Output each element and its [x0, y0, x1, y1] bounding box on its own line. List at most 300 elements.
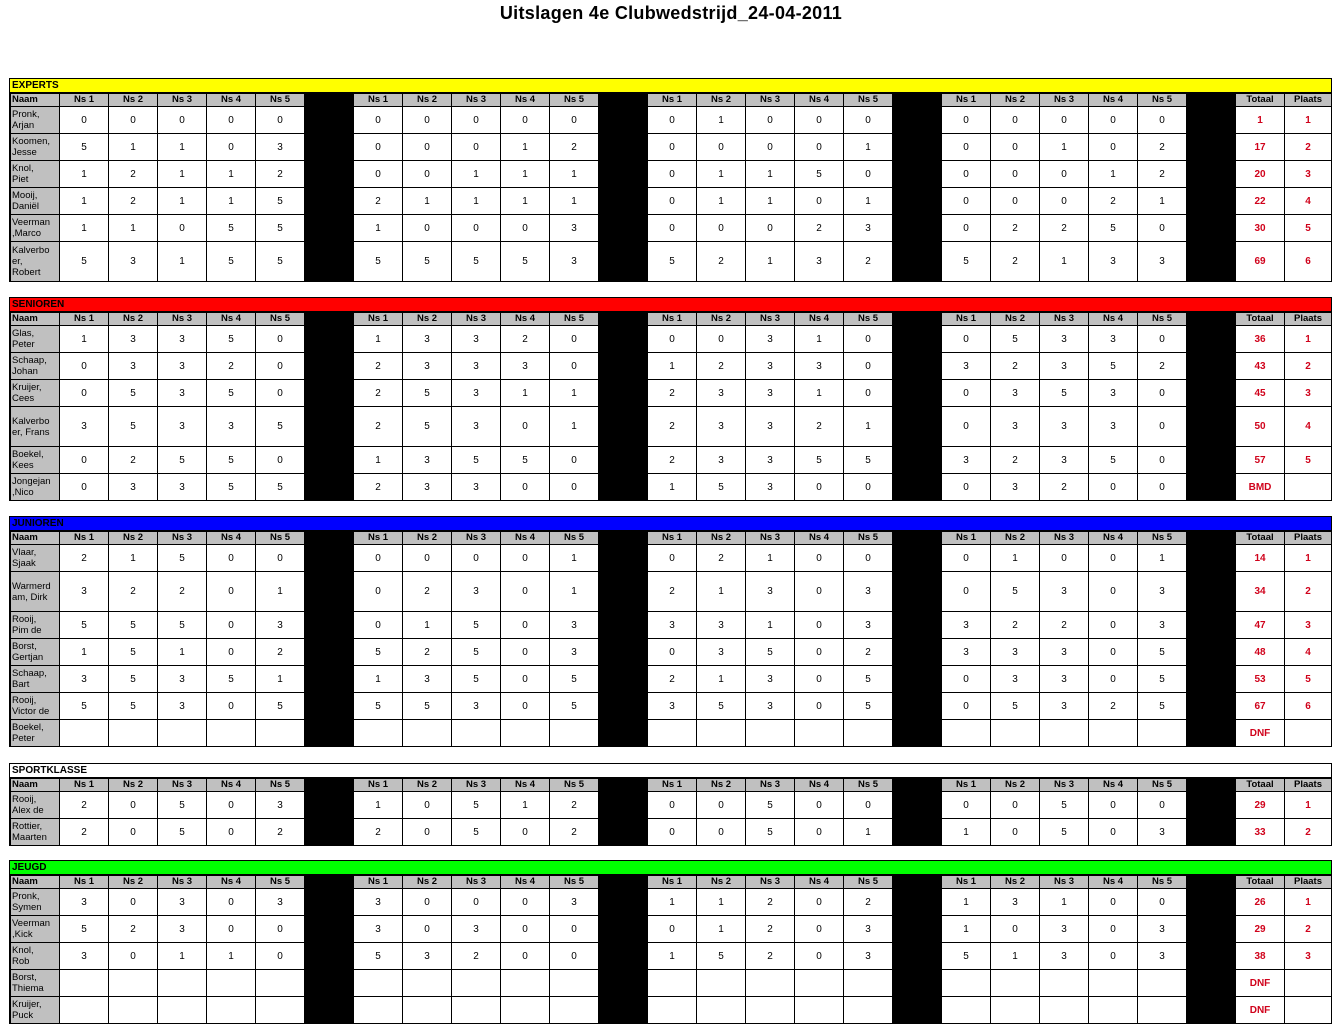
- table-row: [11, 161, 1332, 188]
- score-cell: 2: [1138, 134, 1187, 161]
- place-cell: [1285, 720, 1332, 747]
- score-cell: 0: [109, 889, 158, 916]
- column-header-ns: Ns 3: [746, 313, 795, 326]
- score-cell: [256, 997, 305, 1024]
- score-cell: 5: [550, 666, 599, 693]
- separator-column: [893, 532, 942, 545]
- table-row: [11, 407, 1332, 447]
- separator-column: [893, 916, 942, 943]
- header-row: [11, 779, 1332, 792]
- score-cell: 0: [354, 161, 403, 188]
- table-row: [11, 943, 1332, 970]
- score-cell: [452, 970, 501, 997]
- separator-column: [599, 779, 648, 792]
- score-cell: 0: [1138, 380, 1187, 407]
- results-table: [10, 875, 1332, 1024]
- score-cell: 2: [354, 819, 403, 846]
- score-cell: 5: [942, 943, 991, 970]
- place-cell: 6: [1285, 693, 1332, 720]
- score-cell: [354, 997, 403, 1024]
- score-cell: 1: [354, 215, 403, 242]
- score-cell: 3: [991, 407, 1040, 447]
- score-cell: 0: [207, 693, 256, 720]
- rider-name: Kalverbo er, Robert: [11, 242, 60, 282]
- total-cell: 33: [1236, 819, 1285, 846]
- column-header-ns: Ns 4: [1089, 94, 1138, 107]
- score-cell: 0: [1089, 572, 1138, 612]
- score-cell: 1: [991, 545, 1040, 572]
- rider-name: Koomen, Jesse: [11, 134, 60, 161]
- score-cell: [942, 720, 991, 747]
- score-cell: 0: [1089, 819, 1138, 846]
- separator-column: [1187, 943, 1236, 970]
- score-cell: 5: [550, 693, 599, 720]
- score-cell: [991, 997, 1040, 1024]
- column-header-ns: Ns 3: [746, 532, 795, 545]
- score-cell: 3: [795, 353, 844, 380]
- score-cell: 3: [452, 572, 501, 612]
- score-cell: 5: [158, 447, 207, 474]
- score-cell: [697, 720, 746, 747]
- score-cell: 1: [354, 447, 403, 474]
- column-header-place: Plaats: [1285, 876, 1332, 889]
- score-cell: 0: [501, 107, 550, 134]
- score-cell: 0: [256, 916, 305, 943]
- separator-column: [1187, 161, 1236, 188]
- separator-column: [893, 353, 942, 380]
- column-header-total: Totaal: [1236, 94, 1285, 107]
- total-cell: 34: [1236, 572, 1285, 612]
- score-cell: 1: [158, 639, 207, 666]
- column-header-ns: Ns 3: [158, 876, 207, 889]
- column-header-ns: Ns 3: [1040, 779, 1089, 792]
- total-cell: 36: [1236, 326, 1285, 353]
- score-cell: 1: [648, 889, 697, 916]
- score-cell: 0: [207, 889, 256, 916]
- score-cell: 1: [844, 188, 893, 215]
- separator-column: [305, 545, 354, 572]
- score-cell: 2: [991, 215, 1040, 242]
- score-cell: 2: [550, 792, 599, 819]
- score-cell: 2: [550, 819, 599, 846]
- score-cell: [795, 997, 844, 1024]
- table-row: [11, 447, 1332, 474]
- separator-column: [893, 819, 942, 846]
- score-cell: 0: [1089, 134, 1138, 161]
- score-cell: 5: [844, 447, 893, 474]
- score-cell: 1: [697, 666, 746, 693]
- score-cell: [158, 970, 207, 997]
- score-cell: 0: [844, 353, 893, 380]
- score-cell: 5: [403, 407, 452, 447]
- rider-name: Knol, Piet: [11, 161, 60, 188]
- column-header-ns: Ns 1: [354, 313, 403, 326]
- score-cell: 1: [501, 380, 550, 407]
- score-cell: 0: [991, 916, 1040, 943]
- score-cell: 1: [354, 792, 403, 819]
- score-cell: [60, 997, 109, 1024]
- score-cell: 0: [991, 792, 1040, 819]
- score-cell: 0: [501, 819, 550, 846]
- score-cell: 0: [354, 134, 403, 161]
- score-cell: 1: [746, 242, 795, 282]
- score-cell: 1: [354, 326, 403, 353]
- score-cell: 3: [746, 407, 795, 447]
- score-cell: 0: [991, 188, 1040, 215]
- score-cell: 3: [452, 380, 501, 407]
- separator-column: [305, 720, 354, 747]
- score-cell: 3: [158, 889, 207, 916]
- separator-column: [599, 532, 648, 545]
- score-cell: 0: [501, 943, 550, 970]
- score-cell: 0: [1138, 107, 1187, 134]
- column-header-ns: Ns 4: [795, 94, 844, 107]
- score-cell: 5: [109, 693, 158, 720]
- column-header-ns: Ns 3: [158, 779, 207, 792]
- separator-column: [1187, 407, 1236, 447]
- rider-name: Warmerd am, Dirk: [11, 572, 60, 612]
- score-cell: 0: [795, 572, 844, 612]
- column-header-ns: Ns 1: [648, 876, 697, 889]
- table-row: [11, 215, 1332, 242]
- score-cell: [991, 720, 1040, 747]
- score-cell: 2: [501, 326, 550, 353]
- score-cell: 0: [207, 819, 256, 846]
- score-cell: 2: [697, 242, 746, 282]
- score-cell: 0: [795, 792, 844, 819]
- score-cell: 0: [648, 792, 697, 819]
- table-row: [11, 889, 1332, 916]
- separator-column: [305, 666, 354, 693]
- score-cell: 0: [109, 943, 158, 970]
- score-cell: 1: [942, 916, 991, 943]
- separator-column: [893, 242, 942, 282]
- score-cell: 5: [1138, 666, 1187, 693]
- score-cell: 0: [942, 134, 991, 161]
- score-cell: 0: [942, 107, 991, 134]
- score-cell: 0: [697, 792, 746, 819]
- column-header-ns: Ns 1: [60, 313, 109, 326]
- score-cell: 3: [1040, 572, 1089, 612]
- score-cell: 2: [60, 545, 109, 572]
- column-header-ns: Ns 4: [501, 876, 550, 889]
- score-cell: 0: [501, 572, 550, 612]
- score-cell: 5: [844, 666, 893, 693]
- score-cell: 3: [60, 666, 109, 693]
- separator-column: [893, 876, 942, 889]
- table-row: [11, 639, 1332, 666]
- score-cell: 5: [1089, 447, 1138, 474]
- score-cell: 3: [354, 889, 403, 916]
- score-cell: 5: [1040, 819, 1089, 846]
- score-cell: 3: [207, 407, 256, 447]
- score-cell: 5: [403, 242, 452, 282]
- separator-column: [893, 215, 942, 242]
- separator-column: [305, 819, 354, 846]
- score-cell: 0: [844, 545, 893, 572]
- separator-column: [599, 612, 648, 639]
- score-cell: 1: [648, 943, 697, 970]
- score-cell: 3: [1040, 407, 1089, 447]
- score-cell: 0: [795, 134, 844, 161]
- total-cell: 43: [1236, 353, 1285, 380]
- total-cell: 50: [1236, 407, 1285, 447]
- score-cell: 5: [207, 242, 256, 282]
- score-cell: 5: [207, 380, 256, 407]
- score-cell: 1: [550, 572, 599, 612]
- column-header-ns: Ns 1: [354, 779, 403, 792]
- score-cell: 0: [1138, 407, 1187, 447]
- rider-name: Schaap, Bart: [11, 666, 60, 693]
- score-cell: 5: [354, 693, 403, 720]
- score-cell: 1: [648, 474, 697, 501]
- results-table: [10, 312, 1332, 501]
- score-cell: 1: [550, 161, 599, 188]
- score-cell: 0: [942, 792, 991, 819]
- score-cell: 5: [452, 447, 501, 474]
- separator-column: [305, 215, 354, 242]
- total-cell: 20: [1236, 161, 1285, 188]
- column-header-ns: Ns 4: [501, 313, 550, 326]
- column-header-ns: Ns 2: [991, 876, 1040, 889]
- score-cell: 5: [158, 792, 207, 819]
- column-header-ns: Ns 1: [60, 532, 109, 545]
- score-cell: 0: [207, 792, 256, 819]
- score-cell: 0: [991, 107, 1040, 134]
- separator-column: [893, 572, 942, 612]
- separator-column: [599, 889, 648, 916]
- score-cell: 1: [60, 161, 109, 188]
- column-header-place: Plaats: [1285, 532, 1332, 545]
- score-cell: 3: [795, 242, 844, 282]
- section-header: JUNIOREN: [10, 517, 1331, 531]
- score-cell: 0: [256, 326, 305, 353]
- score-cell: 5: [256, 215, 305, 242]
- score-cell: 3: [109, 326, 158, 353]
- score-cell: 5: [354, 242, 403, 282]
- column-header-ns: Ns 5: [256, 313, 305, 326]
- column-header-total: Totaal: [1236, 876, 1285, 889]
- score-cell: [60, 970, 109, 997]
- column-header-ns: Ns 3: [452, 779, 501, 792]
- score-cell: 3: [1040, 639, 1089, 666]
- score-cell: 3: [844, 916, 893, 943]
- column-header-ns: Ns 2: [991, 532, 1040, 545]
- score-cell: 2: [354, 353, 403, 380]
- place-cell: 6: [1285, 242, 1332, 282]
- column-header-name: Naam: [11, 876, 60, 889]
- score-cell: [109, 720, 158, 747]
- score-cell: [942, 970, 991, 997]
- score-cell: 0: [403, 792, 452, 819]
- score-cell: 0: [1089, 943, 1138, 970]
- score-cell: 0: [648, 545, 697, 572]
- total-cell: BMD: [1236, 474, 1285, 501]
- column-header-ns: Ns 4: [1089, 876, 1138, 889]
- score-cell: [550, 720, 599, 747]
- section-junioren: [9, 516, 1332, 747]
- score-cell: 1: [60, 215, 109, 242]
- score-cell: [354, 720, 403, 747]
- column-header-ns: Ns 2: [109, 876, 158, 889]
- separator-column: [599, 792, 648, 819]
- place-cell: 1: [1285, 545, 1332, 572]
- score-cell: 2: [648, 380, 697, 407]
- score-cell: 0: [648, 326, 697, 353]
- score-cell: 0: [207, 639, 256, 666]
- column-header-ns: Ns 5: [256, 532, 305, 545]
- score-cell: 0: [1040, 188, 1089, 215]
- section-experts: [9, 78, 1332, 282]
- page-title: Uitslagen 4e Clubwedstrijd_24-04-2011: [499, 3, 843, 23]
- score-cell: 3: [354, 916, 403, 943]
- column-header-ns: Ns 4: [795, 779, 844, 792]
- separator-column: [893, 970, 942, 997]
- score-cell: 3: [403, 474, 452, 501]
- score-cell: 3: [158, 326, 207, 353]
- score-cell: 0: [403, 545, 452, 572]
- score-cell: 2: [1138, 161, 1187, 188]
- score-cell: 5: [501, 242, 550, 282]
- score-cell: [844, 720, 893, 747]
- score-cell: 5: [844, 693, 893, 720]
- score-cell: 0: [403, 215, 452, 242]
- column-header-place: Plaats: [1285, 313, 1332, 326]
- score-cell: 0: [501, 612, 550, 639]
- score-cell: 0: [795, 474, 844, 501]
- score-cell: 5: [60, 242, 109, 282]
- separator-column: [1187, 107, 1236, 134]
- separator-column: [1187, 447, 1236, 474]
- separator-column: [305, 353, 354, 380]
- total-cell: 17: [1236, 134, 1285, 161]
- place-cell: 4: [1285, 639, 1332, 666]
- score-cell: 5: [991, 572, 1040, 612]
- score-cell: [109, 997, 158, 1024]
- score-cell: 3: [942, 353, 991, 380]
- score-cell: [844, 970, 893, 997]
- column-header-ns: Ns 4: [207, 313, 256, 326]
- separator-column: [893, 612, 942, 639]
- column-header-ns: Ns 1: [942, 876, 991, 889]
- separator-column: [1187, 380, 1236, 407]
- separator-column: [599, 353, 648, 380]
- score-cell: 1: [109, 545, 158, 572]
- column-header-ns: Ns 2: [403, 876, 452, 889]
- separator-column: [599, 215, 648, 242]
- section-header: JEUGD: [10, 861, 1331, 875]
- score-cell: 3: [1138, 242, 1187, 282]
- score-cell: 5: [354, 943, 403, 970]
- rider-name: Schaap, Johan: [11, 353, 60, 380]
- score-cell: 0: [1040, 545, 1089, 572]
- column-header-ns: Ns 4: [207, 876, 256, 889]
- separator-column: [305, 639, 354, 666]
- separator-column: [305, 474, 354, 501]
- section-header: SPORTKLASSE: [10, 764, 1331, 778]
- score-cell: 5: [158, 819, 207, 846]
- score-cell: 2: [60, 819, 109, 846]
- score-cell: 3: [648, 612, 697, 639]
- column-header-ns: Ns 1: [942, 532, 991, 545]
- score-cell: 3: [403, 447, 452, 474]
- separator-column: [893, 161, 942, 188]
- score-cell: 3: [109, 242, 158, 282]
- score-cell: 0: [207, 612, 256, 639]
- score-cell: 5: [207, 666, 256, 693]
- score-cell: 5: [256, 693, 305, 720]
- rider-name: Veerman ,Marco: [11, 215, 60, 242]
- total-cell: 53: [1236, 666, 1285, 693]
- separator-column: [1187, 997, 1236, 1024]
- score-cell: 0: [550, 447, 599, 474]
- separator-column: [893, 545, 942, 572]
- separator-column: [599, 188, 648, 215]
- score-cell: 2: [648, 447, 697, 474]
- column-header-ns: Ns 5: [550, 779, 599, 792]
- column-header-ns: Ns 3: [746, 876, 795, 889]
- score-cell: 0: [60, 474, 109, 501]
- score-cell: 2: [256, 819, 305, 846]
- separator-column: [599, 819, 648, 846]
- score-cell: 0: [648, 161, 697, 188]
- separator-column: [599, 572, 648, 612]
- separator-column: [305, 188, 354, 215]
- column-header-ns: Ns 4: [795, 532, 844, 545]
- score-cell: 1: [1089, 161, 1138, 188]
- score-cell: 2: [354, 474, 403, 501]
- score-cell: 0: [109, 107, 158, 134]
- score-cell: 5: [60, 693, 109, 720]
- score-cell: 2: [1089, 693, 1138, 720]
- score-cell: 5: [697, 943, 746, 970]
- score-cell: 2: [550, 134, 599, 161]
- separator-column: [305, 134, 354, 161]
- score-cell: [697, 997, 746, 1024]
- score-cell: 1: [60, 639, 109, 666]
- score-cell: 0: [501, 889, 550, 916]
- score-cell: [1040, 970, 1089, 997]
- score-cell: 2: [1040, 215, 1089, 242]
- section-header: SENIOREN: [10, 298, 1331, 312]
- separator-column: [599, 326, 648, 353]
- score-cell: 0: [795, 545, 844, 572]
- column-header-ns: Ns 2: [109, 532, 158, 545]
- score-cell: 3: [158, 916, 207, 943]
- place-cell: 1: [1285, 792, 1332, 819]
- score-cell: 1: [501, 792, 550, 819]
- score-cell: 0: [991, 134, 1040, 161]
- score-cell: 2: [697, 353, 746, 380]
- separator-column: [893, 639, 942, 666]
- separator-column: [1187, 326, 1236, 353]
- score-cell: 0: [256, 353, 305, 380]
- column-header-ns: Ns 2: [991, 94, 1040, 107]
- column-header-ns: Ns 5: [1138, 532, 1187, 545]
- score-cell: 0: [501, 693, 550, 720]
- score-cell: 0: [452, 545, 501, 572]
- separator-column: [1187, 242, 1236, 282]
- column-header-ns: Ns 5: [844, 532, 893, 545]
- separator-column: [1187, 693, 1236, 720]
- score-cell: 3: [403, 943, 452, 970]
- score-cell: 5: [1089, 215, 1138, 242]
- separator-column: [599, 242, 648, 282]
- score-cell: [109, 970, 158, 997]
- rider-name: Borst, Gertjan: [11, 639, 60, 666]
- score-cell: 0: [1138, 474, 1187, 501]
- score-cell: [648, 970, 697, 997]
